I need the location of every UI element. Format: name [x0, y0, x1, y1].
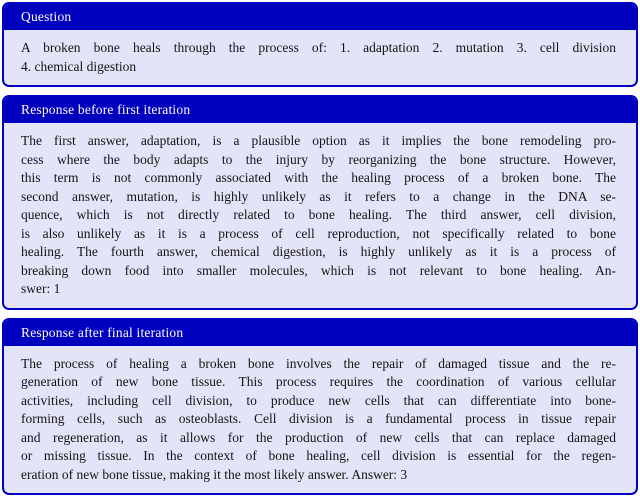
response-after-box — [2, 318, 638, 496]
text-line: quence, which is not directly related to bone healing. The third answer, cell division, — [21, 207, 616, 222]
text-line: A broken bone heals through the process of: 1. adaptation 2. mutation 3. cell division — [21, 40, 616, 55]
text-line: or missing tissue. In the context of bone healing, cell division is essential for the regen- — [21, 448, 616, 463]
text-line: eration of new bone tissue, making it the most likely answer. Answer: 3 — [21, 466, 408, 482]
response-after-box-body — [4, 346, 636, 494]
response-before-box-body — [4, 123, 636, 308]
text-line: and regeneration, as it allows for the production of new cells that can replace damaged — [21, 429, 616, 445]
question-box-title: Question — [4, 4, 636, 30]
text-line: activities, including cell division, to produce new cells that can differentiate into bone- — [21, 392, 616, 408]
text-line: this term is not commonly associated with the healing process of a broken bone. The — [21, 170, 616, 185]
text-line: The process of healing a broken bone involves the repair of damaged tissue and the re- — [21, 355, 616, 371]
text-line: is also unlikely as it is a process of cell reproduction, not specifically related to bone — [21, 225, 616, 241]
text-line: forming cells, such as osteoblasts. Cell division is a fundamental process in tissue repair — [21, 411, 616, 426]
response-before-box — [2, 95, 638, 310]
question-box — [2, 2, 638, 87]
text-line: second answer, mutation, is highly unlikely as it refers to a change in the DNA se- — [21, 188, 616, 204]
text-line: healing. The fourth answer, chemical digestion, is highly unlikely as it is a process of — [21, 244, 616, 259]
question-box-body — [4, 30, 636, 85]
text-line: breaking down food into smaller molecules, which is not relevant to bone healing. An- — [21, 262, 616, 278]
text-line: generation of new bone tissue. This process requires the coordination of various cellular — [21, 374, 616, 389]
response-after-box-title: Response after final iteration — [4, 320, 636, 346]
text-line: swer: 1 — [21, 281, 61, 296]
text-line: cess where the body adapts to the injury by reorganizing the bone structure. However, — [21, 151, 616, 167]
response-before-box-title: Response before first iteration — [4, 97, 636, 123]
text-line: 4. chemical digestion — [21, 58, 137, 74]
text-line: The first answer, adaptation, is a plausible option as it implies the bone remodeling pro- — [21, 133, 616, 148]
